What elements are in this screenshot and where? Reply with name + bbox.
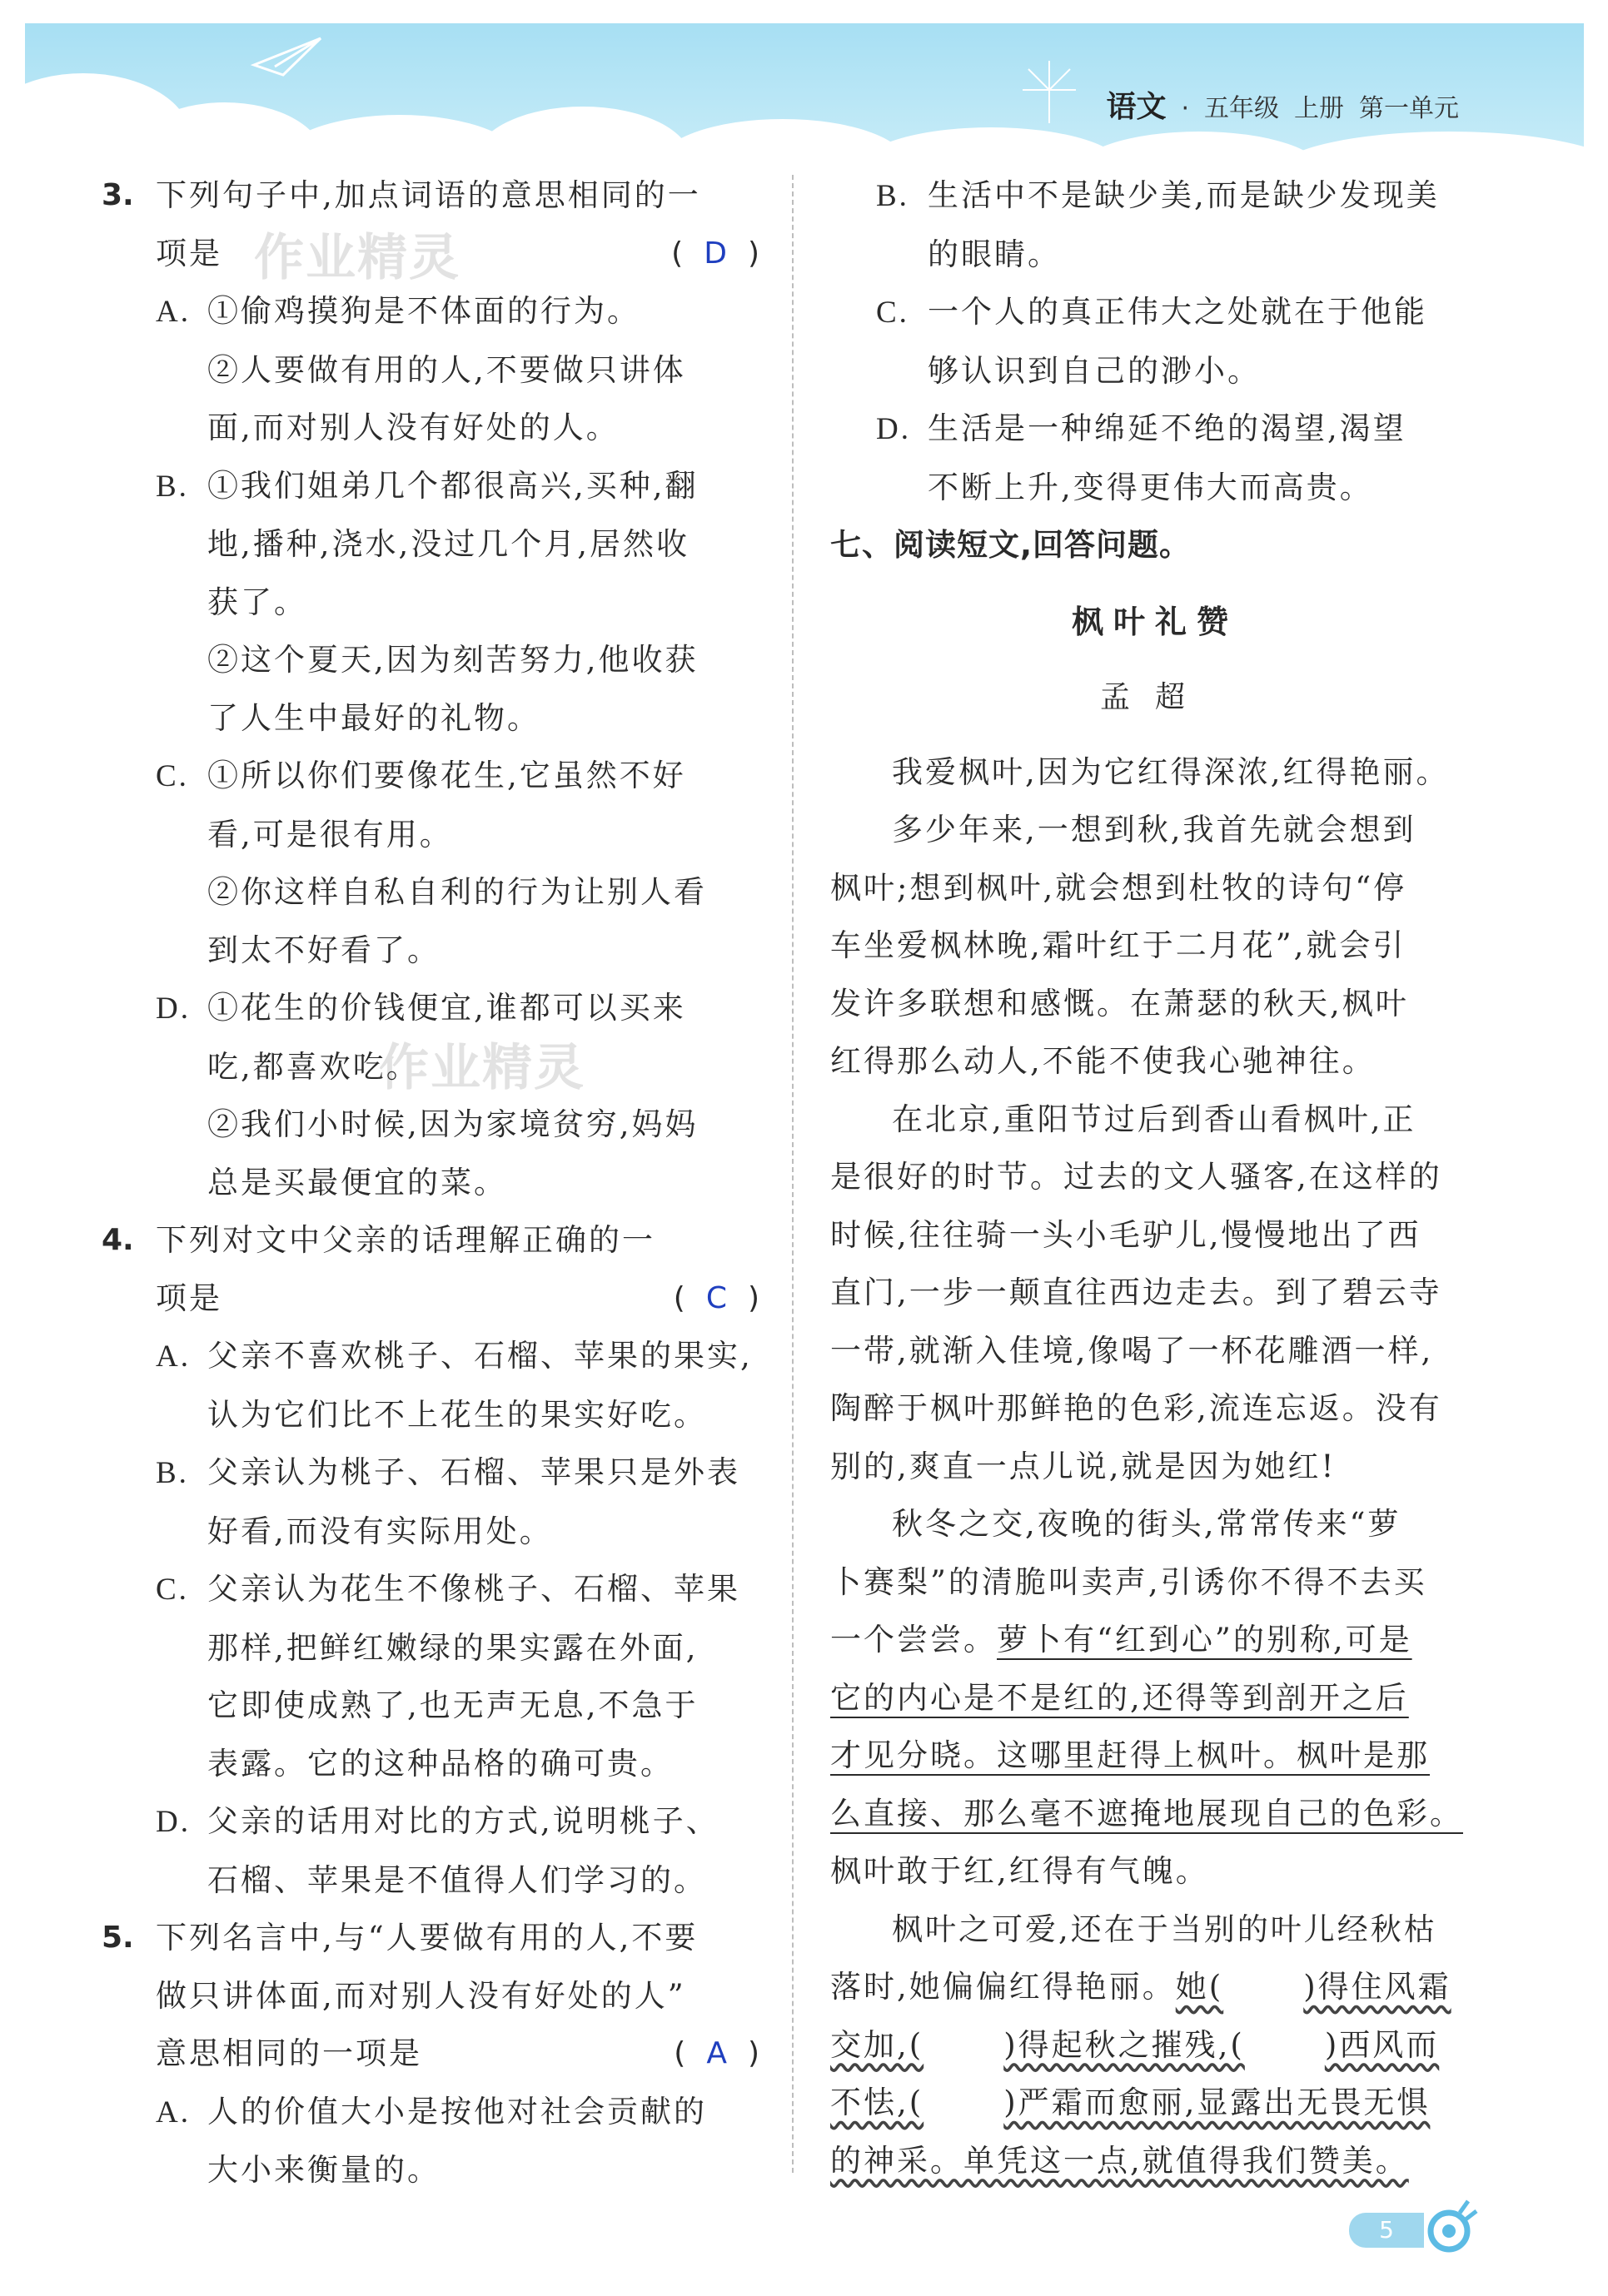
cloud-decoration	[1274, 132, 1584, 157]
underlined-text: 它的内心是不是红的,还得等到剖开之后	[830, 1679, 1409, 1716]
option-text: 够认识到自己的渺小。	[928, 352, 1261, 389]
answer-box: ( A )	[674, 2036, 762, 2070]
underlined-text: 才见分晓。这哪里赶得上枫叶。枫叶是那	[830, 1737, 1430, 1773]
option-text: 了人生中最好的礼物。	[207, 699, 540, 736]
paragraph-line: 直门,一步一颠直往西边走去。到了碧云寺	[830, 1275, 1442, 1310]
answer-box: ( C )	[673, 1280, 762, 1315]
text-span: 一个尝尝。	[830, 1622, 997, 1657]
question-number: 5.	[102, 1921, 134, 1955]
cloud-decoration	[1074, 132, 1324, 157]
option-text: ①花生的价钱便宜,谁都可以买来	[207, 990, 686, 1026]
question-4	[104, 1211, 762, 1909]
column-divider	[792, 175, 794, 2173]
paragraph-line: 车坐爱枫林晚,霜叶红于二月花”,就会引	[830, 927, 1406, 963]
option-text: ②你这样自私自利的行为让别人看	[207, 874, 707, 910]
paragraph-line	[830, 1785, 1480, 1843]
left-column	[104, 166, 762, 2199]
header-subject: 语文	[1106, 90, 1167, 124]
option-text: 到太不好看了。	[207, 932, 441, 968]
option-text: 地,播种,浇水,没过几个月,居然收	[207, 526, 690, 562]
option-text: 吃,都喜欢吃。	[207, 1048, 420, 1085]
option-d	[104, 979, 762, 1038]
text-span: 不怯,(	[830, 2085, 924, 2120]
wavy-underlined-text	[1176, 1969, 1451, 2005]
header-separator: ·	[1181, 94, 1189, 123]
text-span: )严霜而愈丽,显露出无畏无惧	[1003, 2085, 1431, 2120]
option-label: D.	[876, 412, 911, 446]
paragraph-line: 发许多联想和感慨。在萧瑟的秋天,枫叶	[830, 985, 1409, 1021]
option-a	[104, 282, 762, 341]
header-title	[1106, 83, 1459, 126]
option-text: ①偷鸡摸狗是不体面的行为。	[207, 293, 640, 329]
wavy-underlined-text	[830, 2085, 1430, 2120]
option-text: 父亲不喜欢桃子、石榴、苹果的果实,	[207, 1338, 753, 1374]
paragraph-line	[830, 1611, 1480, 1669]
question-number: 3.	[102, 178, 134, 212]
paragraph-line: 枫叶;想到枫叶,就会想到杜牧的诗句“停	[830, 869, 1407, 906]
paragraph-line: 是很好的时节。过去的文人骚客,在这样的	[830, 1159, 1442, 1195]
paragraph-line: 红得那么动人,不能不使我心驰神往。	[830, 1043, 1376, 1079]
option-b	[104, 1444, 762, 1503]
option-text: 一个人的真正伟大之处就在于他能	[928, 294, 1427, 330]
question-stem	[104, 2025, 762, 2083]
option-text: ②这个夏天,因为刻苦努力,他收获	[207, 642, 699, 678]
option-text: 它即使成熟了,也无声无息,不急于	[207, 1687, 699, 1723]
cloud-decoration	[475, 107, 691, 157]
option-c	[830, 283, 1480, 342]
underlined-text: 萝卜有“红到心”的别称,可是	[997, 1622, 1412, 1657]
text-span: )西风而	[1324, 2026, 1440, 2063]
text-span: 她(	[1175, 1969, 1224, 2005]
question-stem-end: 意思相同的一项是	[156, 2035, 422, 2071]
option-d	[830, 400, 1480, 459]
paragraph: 枫叶之可爱,还在于当别的叶儿经秋枯	[892, 1911, 1437, 1947]
paragraph-line	[830, 2132, 1480, 2190]
option-text: 石榴、苹果是不值得人们学习的。	[207, 1861, 707, 1898]
paragraph-line	[830, 1727, 1480, 1785]
text-span: 交加,(	[830, 2026, 924, 2063]
paragraph-line: 一带,就渐入佳境,像喝了一杯花雕酒一样,	[830, 1332, 1434, 1369]
question-stem: 做只讲体面,而对别人没有好处的人”	[156, 1977, 686, 2014]
option-label: D.	[156, 1805, 191, 1839]
text-span: )得住风霜	[1303, 1969, 1451, 2005]
article-author: 孟超	[1099, 680, 1210, 714]
option-b	[830, 166, 1480, 226]
option-label: D.	[156, 991, 191, 1026]
answer-value: A	[706, 2036, 729, 2070]
option-text: 父亲认为桃子、石榴、苹果只是外表	[207, 1454, 740, 1490]
question-stem: 下列名言中,与“人要做有用的人,不要	[156, 1920, 699, 1956]
paragraph-line	[830, 1958, 1480, 2016]
option-label: C.	[156, 759, 189, 793]
option-label: C.	[876, 296, 909, 330]
option-text: 总是买最便宜的菜。	[207, 1164, 507, 1200]
question-3	[104, 166, 762, 1211]
option-text: 父亲认为花生不像桃子、石榴、苹果	[207, 1571, 740, 1607]
option-a	[104, 2083, 762, 2142]
paragraph-line: 时候,往往骑一头小毛驴儿,慢慢地出了西	[830, 1216, 1421, 1253]
option-label: B.	[876, 179, 909, 213]
article-title: 枫叶礼赞	[1071, 602, 1238, 640]
question-stem: 下列句子中,加点词语的意思相同的一	[156, 177, 701, 213]
option-d	[104, 1792, 762, 1851]
header-unit: 第一单元	[1359, 94, 1459, 123]
paragraph: 秋冬之交,夜晚的街头,常常传来“萝	[892, 1506, 1401, 1542]
paragraph: 多少年来,一想到秋,我首先就会想到	[892, 812, 1416, 847]
paragraph-line	[830, 2074, 1480, 2132]
watermark: 作业精灵	[379, 1039, 585, 1097]
question-stem: 下列对文中父亲的话理解正确的一	[156, 1222, 655, 1258]
option-text: 生活中不是缺少美,而是缺少发现美	[928, 177, 1440, 213]
text-span: 落时,她偏偏红得艳丽。	[830, 1969, 1176, 2005]
dandelion-icon	[1016, 57, 1083, 123]
text-span: )得起秋之摧残,(	[1003, 2026, 1245, 2063]
option-text: 看,可是很有用。	[207, 816, 453, 852]
cloud-decoration	[858, 127, 1124, 157]
option-label: B.	[156, 1456, 189, 1490]
option-text: 不断上升,变得更伟大而高贵。	[928, 469, 1373, 505]
option-text: 表露。它的这种品格的确可贵。	[207, 1745, 674, 1782]
option-c	[104, 1560, 762, 1619]
option-text: 面,而对别人没有好处的人。	[207, 410, 620, 445]
paragraph: 在北京,重阳节过后到香山看枫叶,正	[892, 1101, 1416, 1137]
option-c	[104, 747, 762, 806]
paper-plane-icon	[250, 32, 325, 82]
option-text: 生活是一种绵延不绝的渴望,渴望	[928, 410, 1406, 446]
paragraph: 我爱枫叶,因为它红得深浓,红得艳丽。	[892, 753, 1450, 790]
answer-value: D	[704, 236, 729, 271]
question-stem	[104, 225, 762, 283]
option-text: 的眼睛。	[928, 236, 1061, 272]
option-text: ②我们小时候,因为家境贫穷,妈妈	[207, 1106, 699, 1142]
paragraph-line: 别的,爽直一点儿说,就是因为她红!	[830, 1448, 1337, 1484]
option-text: 父亲的话用对比的方式,说明桃子、	[207, 1803, 719, 1839]
question-stem-end: 项是	[156, 1280, 222, 1316]
answer-box: ( D )	[671, 236, 762, 271]
option-label: B.	[156, 469, 189, 504]
paragraph-line: 枫叶敢于红,红得有气魄。	[830, 1853, 1209, 1889]
option-label: A.	[156, 2095, 191, 2130]
answer-value: C	[705, 1280, 729, 1315]
option-text: 人的价值大小是按他对社会贡献的	[207, 2093, 707, 2130]
option-b	[104, 457, 762, 516]
header-grade: 五年级	[1204, 94, 1279, 123]
option-text: 获了。	[207, 584, 307, 620]
right-column	[830, 166, 1480, 2189]
question-5	[104, 1909, 762, 2199]
page-header-banner	[25, 23, 1584, 157]
option-text: ①所以你们要像花生,它虽然不好	[207, 758, 686, 793]
paragraph-line	[830, 1669, 1480, 1727]
option-label: C.	[156, 1573, 189, 1607]
option-text: 那样,把鲜红嫩绿的果实露在外面,	[207, 1629, 699, 1666]
option-text: ①我们姐弟几个都很高兴,买种,翻	[207, 467, 699, 504]
question-stem	[104, 1270, 762, 1328]
question-stem-end: 项是	[156, 235, 222, 271]
paragraph-line: 陶醉于枫叶那鲜艳的色彩,流连忘返。没有	[830, 1390, 1442, 1426]
paragraph-line: 卜赛梨”的清脆叫卖声,引诱你不得不去买	[830, 1563, 1427, 1600]
question-number: 4.	[102, 1223, 134, 1257]
option-label: A.	[156, 295, 191, 329]
swirl-icon	[1420, 2198, 1478, 2256]
option-a	[104, 1327, 762, 1386]
underlined-text: 么直接、那么毫不遮掩地展现自己的色彩。	[830, 1795, 1463, 1831]
wavy-underlined-text: 的神采。单凭这一点,就值得我们赞美。	[830, 2142, 1409, 2179]
wavy-underlined-text	[830, 2027, 1439, 2063]
paragraph-line	[830, 2016, 1480, 2075]
option-text: 认为它们比不上花生的果实好吃。	[207, 1396, 707, 1433]
watermark: 作业精灵	[254, 229, 460, 287]
header-volume: 上册	[1294, 94, 1344, 123]
section-heading: 七、阅读短文,回答问题。	[830, 527, 1192, 563]
option-text: 好看,而没有实际用处。	[207, 1513, 553, 1549]
page-number: 5	[1349, 2213, 1424, 2248]
option-text: 大小来衡量的。	[207, 2152, 441, 2188]
option-label: A.	[156, 1339, 191, 1374]
option-text: ②人要做有用的人,不要做只讲体	[207, 351, 686, 388]
